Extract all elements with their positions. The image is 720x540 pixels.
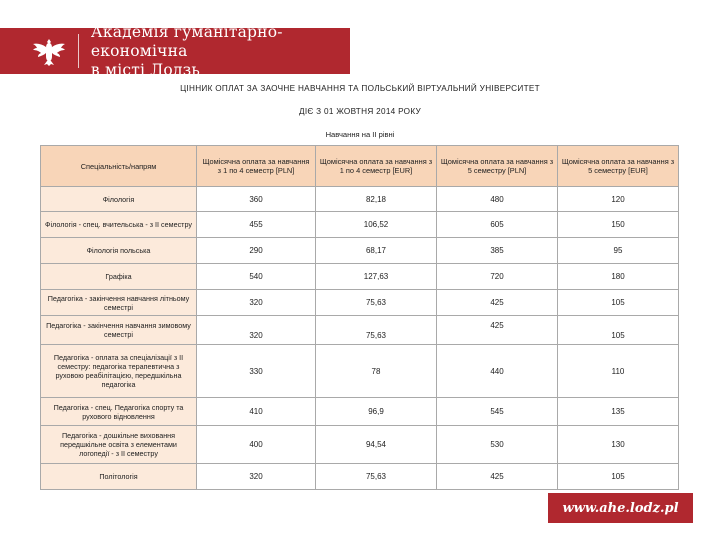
- price-pln-5: 720: [437, 264, 558, 290]
- column-header-specialty: Спеціальність/напрям: [41, 146, 197, 187]
- header-banner: [0, 22, 350, 79]
- specialty-name: Філологія: [41, 187, 197, 212]
- specialty-name: Політологія: [41, 464, 197, 490]
- price-pln-5: 480: [437, 187, 558, 212]
- price-eur-5: 135: [558, 398, 679, 426]
- price-pln-1-4: 320: [197, 464, 316, 490]
- price-pln-5: 425: [437, 290, 558, 316]
- price-eur-1-4: 106,52: [316, 212, 437, 238]
- specialty-name: Філологія польська: [41, 238, 197, 264]
- specialty-name: Філологія - спец. вчительська - з ІІ семестру: [41, 212, 197, 238]
- price-pln-1-4: 360: [197, 187, 316, 212]
- specialty-name: Педагогіка - дошкільне виховання передшкільне освіта з елементами логопедії - з ІІ семестру: [41, 426, 197, 464]
- institution-name-line2: в місті Лодзь: [90, 60, 201, 79]
- price-pln-1-4: 400: [197, 426, 316, 464]
- price-eur-1-4: 127,63: [316, 264, 437, 290]
- table-header-row: [41, 146, 679, 187]
- price-eur-1-4: 78: [316, 345, 437, 398]
- price-pln-1-4: 320: [197, 316, 316, 345]
- price-eur-1-4: 75,63: [316, 316, 437, 345]
- table-row: [41, 345, 679, 398]
- price-pln-5: 425: [437, 464, 558, 490]
- specialty-name: Педагогіка - спец. Педагогіка спорту та рухового відновлення: [41, 398, 197, 426]
- price-table: [40, 145, 679, 490]
- price-eur-5: 105: [558, 316, 679, 345]
- table-row: [41, 187, 679, 212]
- price-eur-1-4: 82,18: [316, 187, 437, 212]
- effective-date: ДІЄ З 01 ЖОВТНЯ 2014 РОКУ: [298, 107, 422, 116]
- price-pln-5: 605: [437, 212, 558, 238]
- table-row: [41, 316, 679, 345]
- website-url-badge[interactable]: www.ahe.lodz.pl: [548, 493, 693, 523]
- institution-name-line1: Академія гуманітарно-економічна: [90, 22, 283, 60]
- price-eur-5: 180: [558, 264, 679, 290]
- price-pln-1-4: 330: [197, 345, 316, 398]
- price-eur-5: 105: [558, 290, 679, 316]
- specialty-name: Педагогіка - закінчення навчання літньому семестрі: [41, 290, 197, 316]
- specialty-name: Педагогіка - оплата за спеціалізації з ІІ семестру: педагогіка терапевтична з руховою реабілітацією, передшкільна педагогіка: [41, 345, 197, 398]
- price-pln-1-4: 455: [197, 212, 316, 238]
- price-eur-1-4: 94,54: [316, 426, 437, 464]
- price-eur-1-4: 75,63: [316, 290, 437, 316]
- price-pln-1-4: 320: [197, 290, 316, 316]
- price-pln-5: 425: [437, 316, 558, 345]
- column-header-eur-5: Щомісячна оплата за навчання з 5 семестру [EUR]: [558, 146, 679, 187]
- table-row: [41, 464, 679, 490]
- institution-name: [91, 23, 350, 80]
- specialty-name: Педагогіка - закінчення навчання зимовому семестрі: [41, 316, 197, 345]
- table-row: [41, 212, 679, 238]
- price-eur-5: 95: [558, 238, 679, 264]
- price-eur-5: 130: [558, 426, 679, 464]
- price-pln-1-4: 290: [197, 238, 316, 264]
- table-row: [41, 290, 679, 316]
- price-eur-5: 150: [558, 212, 679, 238]
- table-row: [41, 238, 679, 264]
- price-eur-5: 105: [558, 464, 679, 490]
- price-eur-5: 110: [558, 345, 679, 398]
- price-pln-1-4: 410: [197, 398, 316, 426]
- price-pln-5: 440: [437, 345, 558, 398]
- price-pln-5: 385: [437, 238, 558, 264]
- price-pln-1-4: 540: [197, 264, 316, 290]
- table-row: [41, 264, 679, 290]
- eagle-logo-icon: [30, 31, 68, 71]
- price-pln-5: 530: [437, 426, 558, 464]
- price-eur-5: 120: [558, 187, 679, 212]
- column-header-eur-1-4: Щомісячна оплата за навчання з 1 по 4 семестр [EUR]: [316, 146, 437, 187]
- price-eur-1-4: 68,17: [316, 238, 437, 264]
- price-eur-1-4: 96,9: [316, 398, 437, 426]
- price-pln-5: 545: [437, 398, 558, 426]
- specialty-name: Графіка: [41, 264, 197, 290]
- header-divider: [78, 34, 79, 68]
- study-level: Навчання на ІІ рівні: [325, 130, 395, 139]
- price-eur-1-4: 75,63: [316, 464, 437, 490]
- column-header-pln-1-4: Щомісячна оплата за навчання з 1 по 4 семестр [PLN]: [197, 146, 316, 187]
- table-row: [41, 398, 679, 426]
- table-row: [41, 426, 679, 464]
- column-header-pln-5: Щомісячна оплата за навчання з 5 семестру [PLN]: [437, 146, 558, 187]
- document-title: ЦІННИК ОПЛАТ ЗА ЗАОЧНЕ НАВЧАННЯ ТА ПОЛЬСЬКИЙ ВІРТУАЛЬНИЙ УНІВЕРСИТЕТ: [180, 84, 540, 93]
